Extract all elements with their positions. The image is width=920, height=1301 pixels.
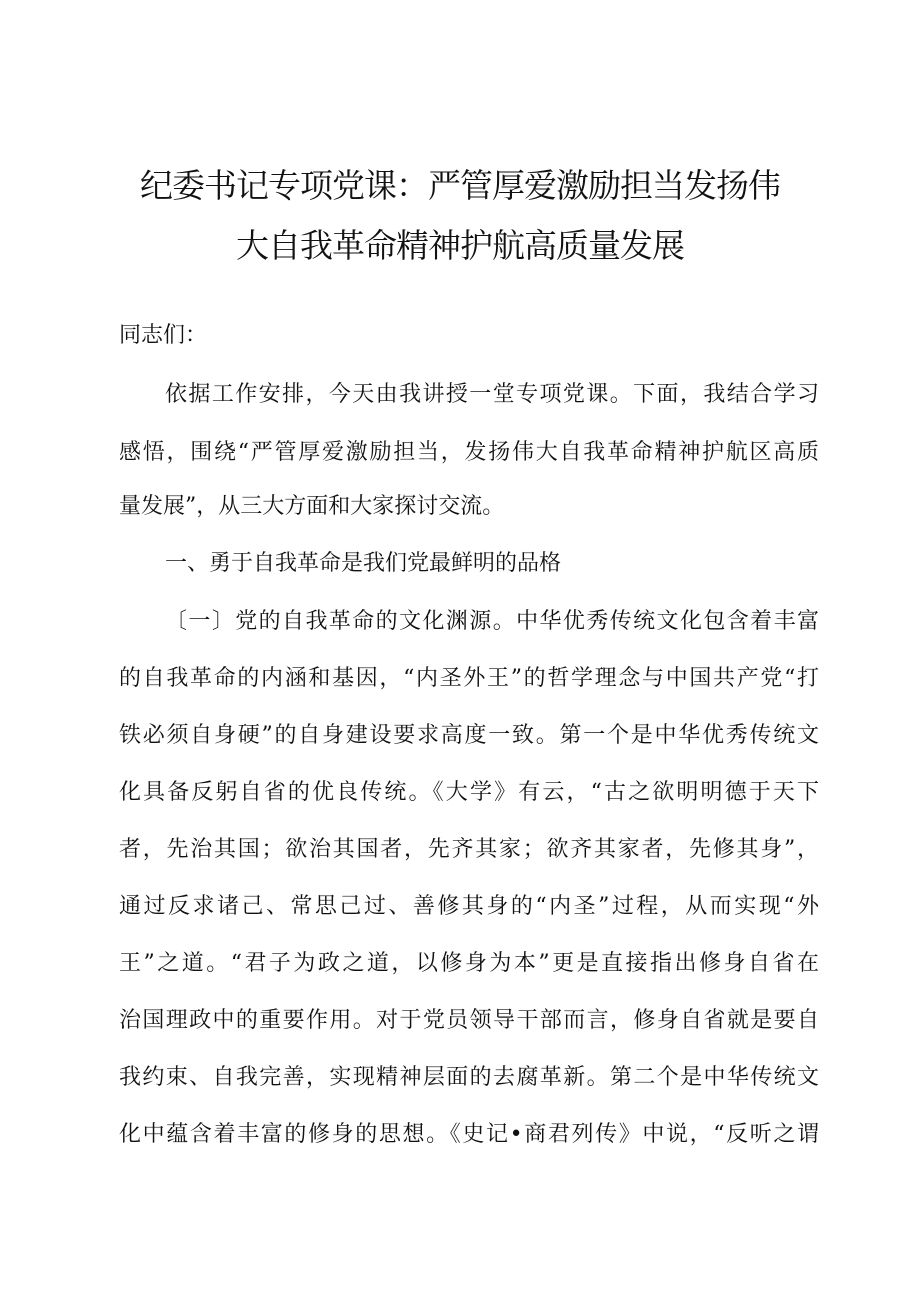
section-line-9: 我约束、自我完善，实现精神层面的去腐革新。第二个是中华传统文	[119, 1065, 819, 1090]
document-title-line-1: 纪委书记专项党课：严管厚爱激励担当发扬伟	[140, 166, 780, 205]
section-line-8: 治国理政中的重要作用。对于党员领导干部而言，修身自省就是要自	[119, 1008, 819, 1033]
section-line-5: 者，先治其国；欲治其国者，先齐其家；欲齐其家者，先修其身”，	[119, 837, 819, 862]
section-line-2: 的自我革命的内涵和基因，“内圣外王”的哲学理念与中国共产党“打	[119, 666, 819, 691]
intro-line-3: 量发展”，从三大方面和大家探讨交流。	[119, 494, 505, 519]
section-line-4: 化具备反躬自省的优良传统。《大学》有云，“古之欲明明德于天下	[119, 780, 819, 805]
section-line-6: 通过反求诸己、常思己过、善修其身的“内圣”过程，从而实现“外	[119, 894, 819, 919]
intro-line-2: 感悟，围绕“严管厚爱激励担当，发扬伟大自我革命精神护航区高质	[119, 440, 819, 465]
section-line-3: 铁必须自身硬”的自身建设要求高度一致。第一个是中华优秀传统文	[119, 723, 819, 748]
intro-line-1: 依据工作安排，今天由我讲授一堂专项党课。下面，我结合学习	[165, 382, 819, 407]
section-line-1: 〔一〕党的自我革命的文化渊源。中华优秀传统文化包含着丰富	[165, 609, 819, 634]
salutation: 同志们：	[119, 323, 208, 348]
section-line-7: 王”之道。“君子为政之道，以修身为本”更是直接指出修身自省在	[119, 951, 819, 976]
document-title-line-2: 大自我革命精神护航高质量发展	[236, 226, 684, 265]
section-heading: 一、勇于自我革命是我们党最鲜明的品格	[165, 551, 562, 576]
section-line-10: 化中蕴含着丰富的修身的思想。《史记•商君列传》中说，“反听之谓	[119, 1122, 819, 1147]
